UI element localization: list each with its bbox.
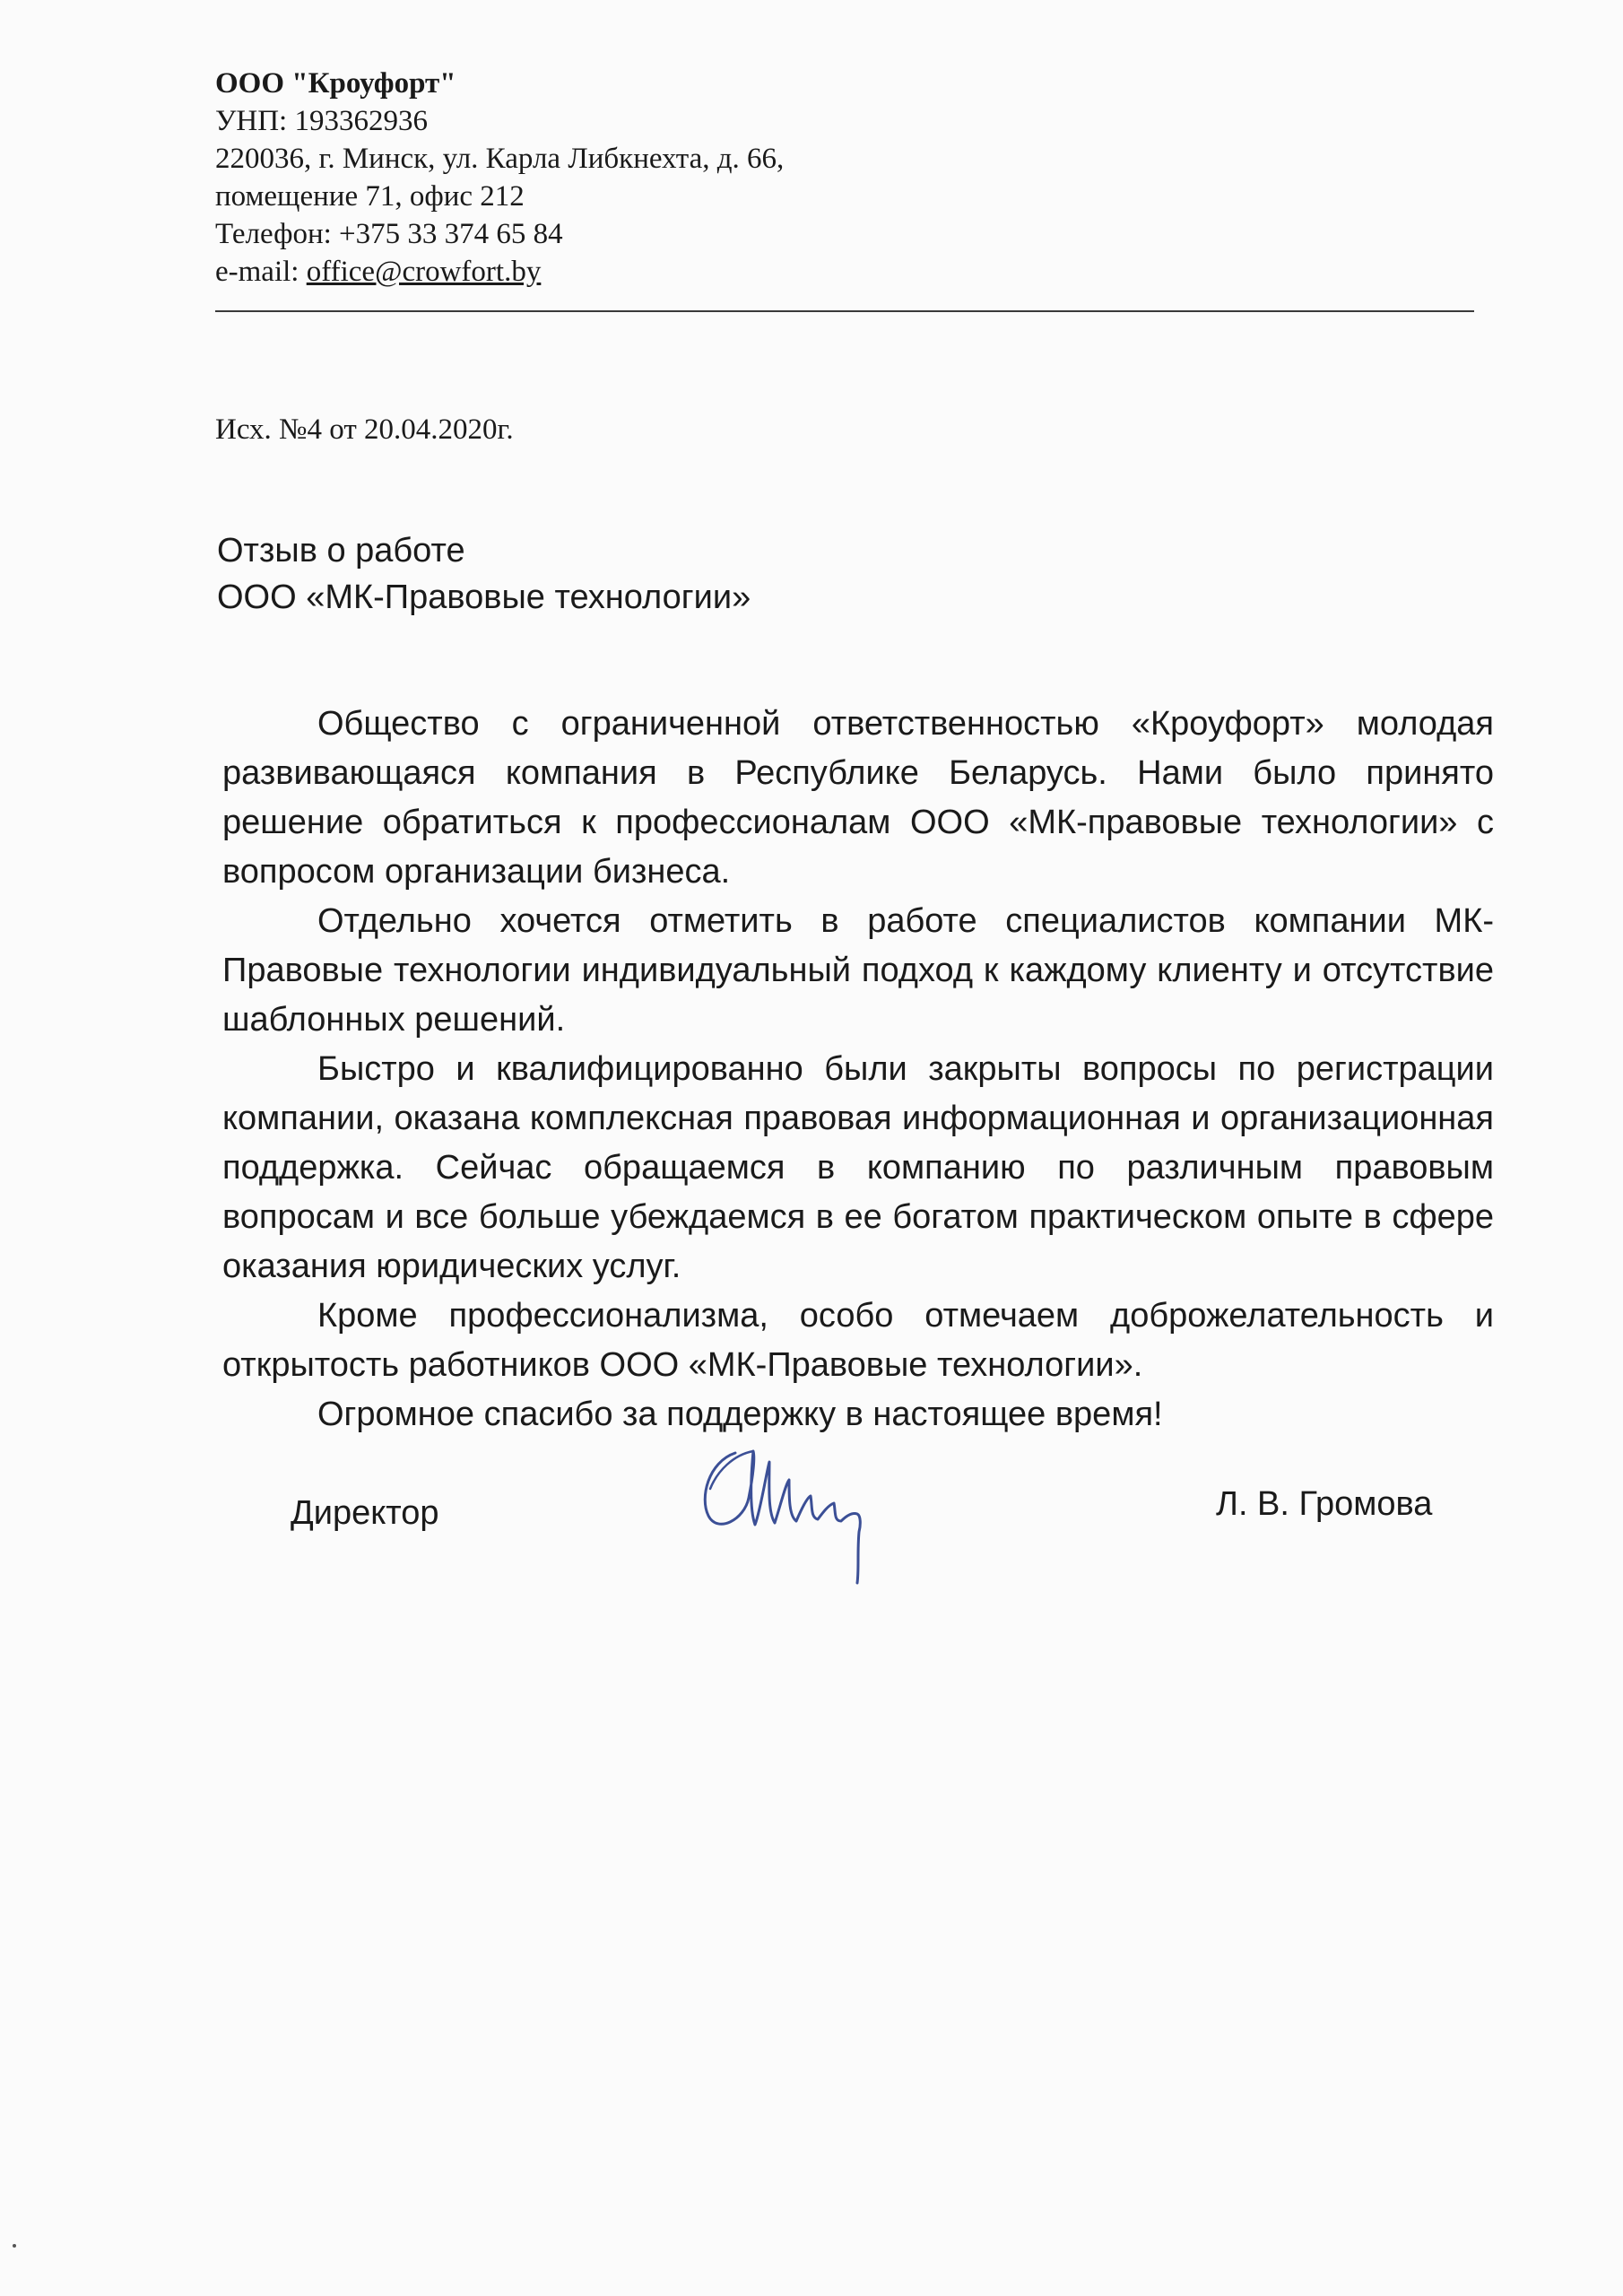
letterhead: [215, 65, 1471, 291]
company-unp: УНП: 193362936: [215, 105, 428, 137]
scan-speck: [13, 2244, 16, 2248]
body-paragraph: Огромное спасибо за поддержку в настоящее время!: [317, 1396, 1163, 1433]
body-paragraph: Отдельно хочется отметить в работе специалистов компании МК-Правовые технологии индивидуальный подход к каждому клиенту и отсутствие шаблонных решений.: [222, 902, 1494, 1039]
letter-body: [222, 700, 1494, 1439]
email-label: e-mail:: [215, 256, 307, 288]
signatory-name: Л. В. Громова: [1216, 1485, 1433, 1523]
outgoing-reference: Исх. №4 от 20.04.2020г.: [215, 413, 514, 446]
handwritten-signature: [699, 1435, 906, 1587]
company-phone: Телефон: +375 33 374 65 84: [215, 218, 563, 250]
company-address-line1: 220036, г. Минск, ул. Карла Либкнехта, д. 66,: [215, 143, 785, 175]
signatory-title: Директор: [291, 1494, 439, 1532]
company-email-line: [215, 253, 1471, 291]
email-link[interactable]: office@crowfort.by: [306, 256, 542, 288]
letter-subject: [217, 527, 751, 621]
letterhead-divider: [215, 310, 1474, 312]
subject-line1: Отзыв о работе: [217, 532, 465, 570]
body-paragraph: Кроме профессионализма, особо отмечаем доброжелательность и открытость работников ООО «МК-Правовые технологии».: [222, 1297, 1494, 1384]
subject-line2: ООО «МК-Правовые технологии»: [217, 578, 751, 616]
body-paragraph: Быстро и квалифицированно были закрыты вопросы по регистрации компании, оказана комплексная правовая информационная и организационная поддержка. Сейчас обращаемся в компанию по различным правовым вопросам и все больше убеждаемся в ее богатом практическом опыте в сфере оказания юридических услуг.: [222, 1050, 1494, 1285]
company-name: ООО "Кроуфорт": [215, 67, 456, 100]
company-address-line2: помещение 71, офис 212: [215, 180, 525, 213]
body-paragraph: Общество с ограниченной ответственностью «Кроуфорт» молодая развивающаяся компания в Республике Беларусь. Нами было принято решение обратиться к профессионалам ООО «МК-правовые технологии» с вопросом организации бизнеса.: [222, 705, 1494, 891]
